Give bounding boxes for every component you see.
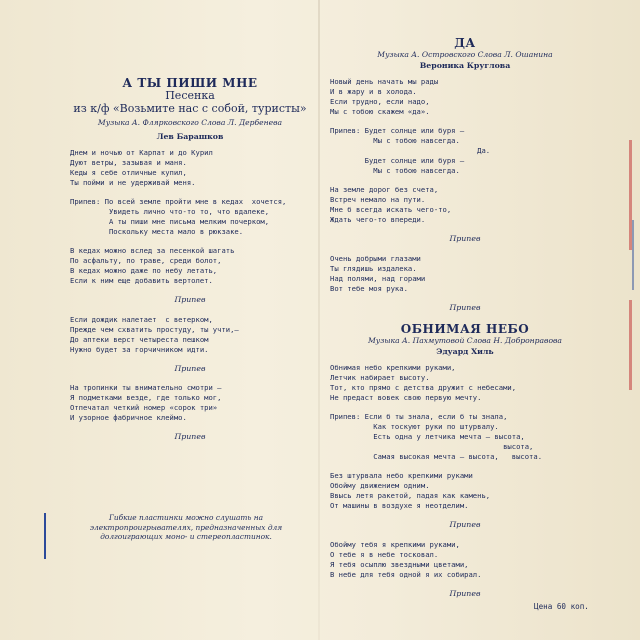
lyric-line: Ты пойми и не удерживай меня.: [70, 178, 196, 187]
lyric-line: Над полями, над горами: [330, 273, 426, 283]
stanza: [330, 185, 600, 225]
lyric-line: Будет солнце или буря —: [330, 156, 465, 165]
song-credit: Музыка А. Пахмутовой Слова Н. Добронравова: [368, 336, 562, 346]
lyric-line: Увидеть лично что-то то, что вдалеке,: [70, 207, 270, 216]
lyric-line: А ты пиши мне письма мелким почерком,: [70, 217, 270, 226]
lyric-line: Встреч немало на пути.: [330, 195, 426, 204]
lyric-line: Мы с тобою навсегда.: [330, 166, 460, 175]
lyric-line: Кеды я себе отличные купил,: [70, 168, 187, 177]
chorus-marker: Припев: [449, 234, 481, 243]
singer-name: Вероника Круглова: [419, 61, 511, 70]
chorus: [330, 412, 600, 462]
stanza: [330, 471, 600, 511]
chorus-marker: Припев: [174, 432, 206, 442]
chorus-marker: Припев: [449, 302, 481, 312]
lyric-line: Есть одна у летчика мечта — высота,: [330, 432, 525, 442]
blue-edge-mark: [632, 220, 634, 290]
red-edge-mark-2: [629, 300, 632, 390]
stanza: [70, 246, 310, 286]
lyric-line: Нужно будет за горчичником идти.: [70, 344, 209, 354]
chorus-marker: Припев: [174, 295, 206, 304]
song-title-right: ДА: [454, 36, 476, 50]
lyric-line: Тот, кто прямо с детства дружит с небесами,: [330, 383, 517, 393]
lyric-line: И в жару и в холода.: [330, 87, 417, 96]
chorus-marker: Припев: [449, 520, 481, 530]
song-source: из к/ф «Возьмите нас с собой, туристы»: [73, 101, 307, 115]
stanza: [330, 540, 600, 580]
lyric-line: Мы с тобою скажем «да».: [330, 107, 430, 116]
price-label: Цена 60 коп.: [534, 602, 589, 611]
lyric-line: Если к ним еще добавить вертолет.: [70, 276, 213, 285]
lyric-line: Ввысь летя ракетой, падая как камень,: [330, 491, 491, 501]
lyric-line: Поскольку места мало в рюкзаке.: [70, 227, 244, 236]
lyric-line: Новый день начать мы рады: [330, 77, 439, 86]
song-credit: Музыка А. Островского Слова Л. Ошанина: [377, 50, 553, 59]
lyric-line: Ты глядишь издалека.: [330, 263, 417, 273]
lyric-line: Ждать чего-то впереди.: [330, 215, 426, 224]
lyric-line: О тебе я в небе тосковал.: [330, 549, 439, 559]
lyric-line: Отпечатал четкий номер «сорок три»: [70, 403, 218, 413]
chorus-marker: Припев: [174, 363, 206, 373]
lyric-line: Мы с тобою навсегда.: [330, 136, 460, 145]
stanza: [70, 383, 310, 423]
lyric-line: На земле дорог без счета,: [330, 185, 439, 194]
lyric-line: Я подметками везде, где только мог,: [70, 393, 222, 403]
lyric-line: И узорное фабричное клеймо.: [70, 413, 187, 423]
chorus: [330, 126, 600, 176]
page-fold: [318, 0, 320, 640]
song-title-right-2: ОБНИМАЯ НЕБО: [400, 322, 530, 337]
right-column: [330, 36, 600, 608]
song-subtitle: Песенка: [165, 89, 215, 102]
lyric-line: Мне б всегда искать чего-то,: [330, 205, 452, 214]
lyric-line: В кедах можно вслед за песенкой шагать: [70, 246, 235, 255]
lyric-line: Самая высокая мечта — высота, высота.: [330, 452, 543, 462]
chorus: [70, 197, 310, 237]
lyric-line: Обойму тебя я крепкими руками,: [330, 539, 460, 549]
song-title-left: А ТЫ ПИШИ МНЕ: [122, 76, 258, 90]
left-column: [70, 76, 310, 452]
lyric-line: Припев: По всей земле пройти мне в кедах хочется,: [70, 197, 287, 206]
lyric-line: До аптеки верст четыреста пешком: [70, 334, 209, 344]
lyric-line: Очень добрыми глазами: [330, 253, 421, 263]
lyric-line: Если трудно, если надо,: [330, 97, 430, 106]
lyric-line: Припев: Будет солнце или буря —: [330, 126, 465, 135]
lyric-line: Да.: [330, 146, 491, 155]
singer-name: Эдуард Хиль: [436, 347, 494, 357]
singer-name: Лев Барашков: [156, 132, 224, 141]
lyric-line: Дуют ветры, зазывая и маня.: [70, 158, 187, 167]
lyric-line: Если дождик налетает с ветерком,: [70, 314, 213, 324]
song-credit: Музыка А. Флярковского Слова Л. Дербенева: [97, 118, 283, 127]
lyric-line: В кедах можно даже по небу летать,: [70, 266, 218, 275]
stanza: [330, 363, 600, 403]
lyric-line: На тропинки ты внимательно смотри —: [70, 383, 222, 393]
lyric-line: Обойму движением одним.: [330, 481, 430, 491]
lyric-line: Как тоскуют руки по штурвалу.: [330, 422, 499, 432]
lyric-line: От машины в воздухе я неотделим.: [330, 501, 469, 511]
lyric-line: высота,: [330, 442, 534, 452]
lyric-line: Я тебя осыплю звездными цветами,: [330, 559, 469, 569]
stanza: [70, 315, 310, 355]
stanza: [330, 254, 600, 294]
lyric-line: Летчик набирает высоту.: [330, 373, 430, 383]
lyric-line: Днем и ночью от Карпат и до Курил: [70, 148, 213, 157]
lyric-line: Не предаст вовек свою первую мечту.: [330, 393, 482, 403]
chorus-marker: Припев: [449, 588, 481, 598]
lyric-line: Прежде чем схватить простуду, ты учти,—: [70, 324, 239, 334]
lyric-line: Обнимая небо крепкими руками,: [330, 363, 456, 373]
stanza: [330, 77, 600, 117]
lyric-line: По асфальту, по траве, среди болот,: [70, 256, 222, 265]
playback-note: Гибкие пластинки можно слушать на электропроигрывателях, предназначенных для долгоиграющих моно- и стереопластинок.: [44, 513, 312, 559]
lyric-line: Без штурвала небо крепкими руками: [330, 471, 473, 481]
lyric-line: Припев: Если б ты знала, если б ты знала,: [330, 412, 508, 422]
stanza: [70, 148, 310, 188]
lyric-line: Вот тебе моя рука.: [330, 283, 408, 293]
lyric-line: В небе для тебя одной я их собирал.: [330, 569, 482, 579]
